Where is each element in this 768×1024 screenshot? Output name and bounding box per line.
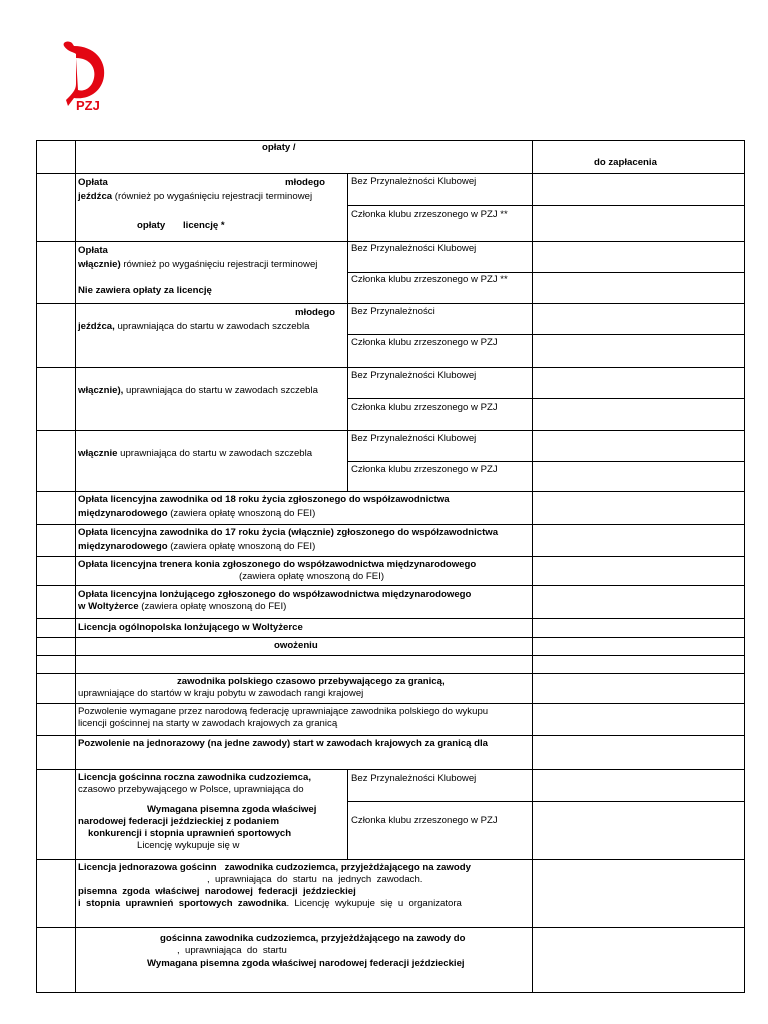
row16-line1: Licencja gościnna roczna zawodnika cudzoziemca, [78, 772, 311, 783]
row3-no-affil: Bez Przynależności [351, 306, 435, 317]
row2-inclusive: włącznie) [78, 259, 121, 270]
row5-no-club: Bez Przynależności Klubowej [351, 433, 477, 444]
row1-rider-label: jeźdźca [78, 191, 113, 202]
row9-fei-note: (zawiera opłatę wnoszoną do FEI) [138, 601, 287, 612]
row8-fei-note: (zawiera opłatę wnoszoną do FEI) [239, 571, 385, 582]
row1-after-expiry: (również po wygaśnięciu rejestracji terminowej [112, 191, 313, 202]
row7-line1: Opłata licencyjna zawodnika do 17 roku życia (włącznie) zgłoszonego do współzawodnictwa [78, 527, 499, 538]
row2-member: Członka klubu zrzeszonego w PZJ ** [351, 274, 508, 285]
row6-international: międzynarodowego [78, 508, 168, 519]
row18-line1: gościnna zawodnika cudzoziemca, przyjeżdżającego na zawody do [160, 933, 466, 944]
row17-line2: , uprawniająca do startu na jednych zawodach. [207, 874, 423, 885]
row3-line2 [78, 321, 309, 333]
row16-line4: narodowej federacji jeździeckiej z podaniem [78, 816, 279, 827]
row5-line [78, 448, 312, 460]
header-amount-title: do zapłacenia [594, 157, 657, 168]
row5-inclusive: włącznie [78, 448, 118, 459]
row7-international: międzynarodowego [78, 541, 168, 552]
row9-line2 [78, 601, 286, 613]
row1-fees-label: opłaty [137, 220, 166, 231]
logo-text: PZJ [76, 98, 100, 112]
row6-line2 [78, 508, 315, 520]
row4-no-club: Bez Przynależności Klubowej [351, 370, 477, 381]
row17-line4-bold: i stopnia uprawnień sportowych zawodnika [78, 898, 287, 909]
row14-line2: licencji gościnnej na starty w zawodach krajowych za granicą [78, 718, 338, 729]
row4-inclusive: włącznie), [78, 385, 124, 396]
row18-line2: , uprawniająca do startu [177, 945, 287, 956]
row17-line4 [78, 898, 462, 910]
row1-member: Członka klubu zrzeszonego w PZJ ** [351, 209, 508, 220]
row8-line1: Opłata licencyjna trenera konia zgłoszonego do współzawodnictwa międzynarodowego [78, 559, 477, 570]
row17-line4-rest: . Licencję wykupuje się u organizatora [286, 898, 462, 909]
header-fee-title: opłaty / [262, 142, 296, 153]
row1-no-club: Bez Przynależności Klubowej [351, 176, 477, 187]
row17-line3: pisemna zgoda właściwej narodowej federacji jeździeckiej [78, 886, 356, 897]
row3-entitling: uprawniająca do startu w zawodach szczebla [114, 321, 310, 332]
row15-line1: Pozwolenie na jednorazowy (na jedne zawody) start w zawodach krajowych za granicą dla [78, 738, 488, 749]
row16-line6: Licencję wykupuje się w [137, 840, 240, 851]
row2-no-club: Bez Przynależności Klubowej [351, 243, 477, 254]
row13-line2: uprawniające do startów w kraju pobytu w zawodach rangi krajowej [78, 688, 364, 699]
row2-line2 [78, 259, 317, 271]
row3-member: Członka klubu zrzeszonego w PZJ [351, 337, 498, 348]
row1-line2 [78, 191, 312, 203]
row16-line2: czasowo przebywającego w Polsce, uprawniająca do [78, 784, 304, 795]
row2-no-license-fee: Nie zawiera opłaty za licencję [78, 285, 212, 296]
row7-fei-note: (zawiera opłatę wnoszoną do FEI) [167, 541, 316, 552]
row16-no-club: Bez Przynależności Klubowej [351, 773, 477, 784]
row16-line3: Wymagana pisemna zgoda właściwej [147, 804, 317, 815]
row3-rider-label: jeźdźca, [78, 321, 115, 332]
row1-young-label: młodego [285, 177, 325, 188]
row1-license-label: licencję * [183, 220, 225, 231]
row6-fei-note: (zawiera opłatę wnoszoną do FEI) [167, 508, 316, 519]
pzj-logo [54, 40, 114, 112]
row7-line2 [78, 541, 315, 553]
row16-line5: konkurencji i stopnia uprawnień sportowych [88, 828, 292, 839]
row13-line1: zawodnika polskiego czasowo przebywającego za granicą, [177, 676, 445, 687]
row14-line1: Pozwolenie wymagane przez narodową federację uprawniające zawodnika polskiego do wykupu [78, 706, 489, 717]
row2-fee-label: Opłata [78, 245, 108, 256]
row4-line [78, 385, 318, 397]
row4-member: Członka klubu zrzeszonego w PZJ [351, 402, 498, 413]
row2-after-expiry: również po wygaśnięciu rejestracji terminowej [120, 259, 318, 270]
row9-vaulting: w Woltyżerce [78, 601, 139, 612]
row5-entitling: uprawniająca do startu w zawodach szczebla [117, 448, 313, 459]
row11-line1: owożeniu [274, 640, 318, 651]
row6-line1: Opłata licencyjna zawodnika od 18 roku życia zgłoszonego do współzawodnictwa [78, 494, 450, 505]
row5-member: Członka klubu zrzeszonego w PZJ [351, 464, 498, 475]
row1-fee-label: Opłata [78, 177, 108, 188]
row16-member: Członka klubu zrzeszonego w PZJ [351, 815, 498, 826]
row18-line3: Wymagana pisemna zgoda właściwej narodowej federacji jeździeckiej [147, 958, 465, 969]
row10-line1: Licencja ogólnopolska lonżującego w Woltyżerce [78, 622, 303, 633]
row17-line1: Licencja jednorazowa gościnn zawodnika cudzoziemca, przyjeżdżającego na zawody [78, 862, 471, 873]
row9-line1: Opłata licencyjna lonżującego zgłoszonego do współzawodnictwa międzynarodowego [78, 589, 472, 600]
row4-entitling: uprawniająca do startu w zawodach szczebla [123, 385, 318, 396]
row3-young-label: młodego [295, 307, 335, 318]
